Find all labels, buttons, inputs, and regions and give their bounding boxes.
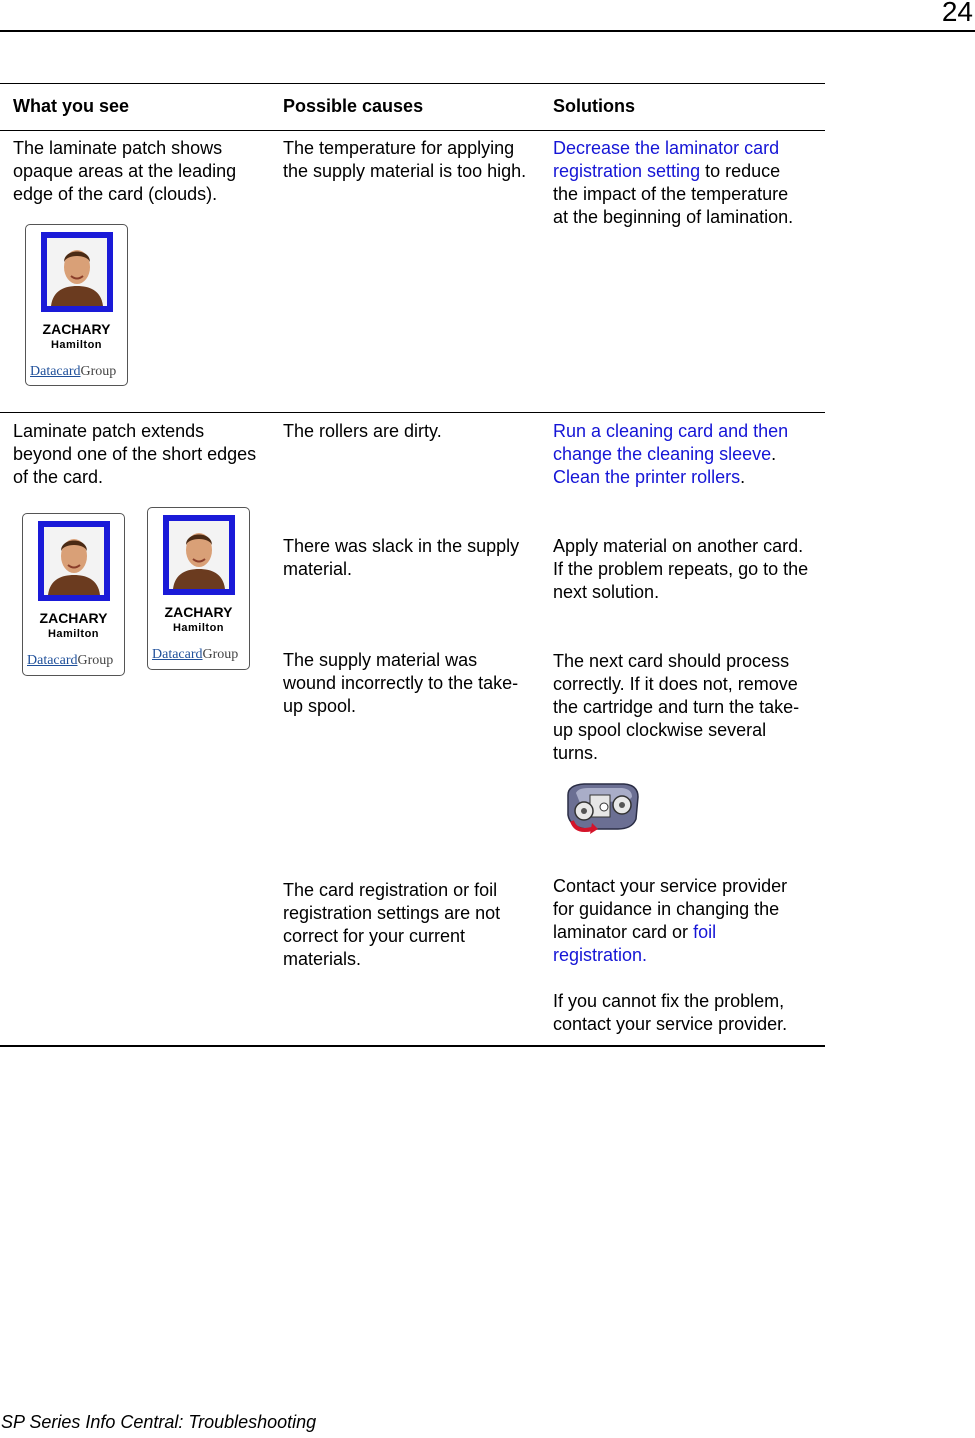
card-last-name: Hamilton [47, 628, 100, 640]
row2-solution-slack: Apply material on another card. If the problem repeats, go to the next solution. [553, 536, 809, 602]
id-card-clouds [25, 224, 128, 386]
datacard-group-logo: DatacardGroup [27, 653, 114, 668]
row1-solution: Decrease the laminator card registration setting to reduce the impact of the temperature at the beginning of lamination. [553, 138, 794, 227]
table-top-rule [0, 83, 825, 84]
face-icon [44, 527, 104, 595]
id-card-right [147, 507, 250, 670]
card-first-name: ZACHARY [164, 604, 233, 620]
face-icon [47, 238, 107, 306]
datacard-group-logo: DatacardGroup [152, 647, 239, 662]
cleaning-card-link[interactable]: Run a cleaning card and then change the cleaning sleeve [553, 421, 789, 464]
card-first-name: ZACHARY [39, 610, 108, 626]
cartridge-spool-icon [562, 779, 644, 837]
row2-solution-cleaning: Run a cleaning card and then change the cleaning sleeve. Clean the printer rollers. [553, 421, 789, 487]
header-rule-bottom [0, 130, 825, 131]
clean-rollers-link[interactable]: Clean the printer rollers [553, 467, 741, 487]
row2-cause-dirty-rollers: The rollers are dirty. [283, 421, 442, 441]
face-icon [169, 521, 229, 589]
laminator-card-registration-link[interactable]: Decrease the laminator card registration setting [553, 138, 780, 181]
row1-cause: The temperature for applying the supply material is too high. [283, 138, 527, 181]
row2-solution-registration: Contact your service provider for guidance in changing the laminator card or foil registration. [553, 876, 788, 965]
card-photo [41, 232, 113, 312]
header-what-you-see: What you see [13, 96, 130, 116]
header-solutions: Solutions [553, 96, 635, 116]
card-last-name: Hamilton [50, 339, 103, 351]
row2-what-you-see: Laminate patch extends beyond one of the short edges of the card. [13, 421, 257, 487]
row1-rule [0, 412, 825, 413]
row2-cause-registration: The card registration or foil registration settings are not correct for your current materials. [283, 880, 501, 969]
row2-solution-wound: The next card should process correctly. If it does not, remove the cartridge and turn the take-up spool clockwise several turns. [553, 651, 800, 763]
card-photo [38, 521, 110, 601]
id-card-left [22, 513, 125, 676]
card-photo [163, 515, 235, 595]
card-last-name: Hamilton [172, 622, 225, 634]
card-first-name: ZACHARY [42, 321, 111, 337]
page-number: 24 [941, 0, 973, 27]
table-bottom-rule [0, 1045, 825, 1047]
row2-cause-wound: The supply material was wound incorrectly to the take-up spool. [283, 650, 519, 716]
foil-registration-link[interactable]: foil registration. [553, 922, 717, 965]
datacard-group-logo: DatacardGroup [30, 364, 117, 379]
row1-what-you-see: The laminate patch shows opaque areas at the leading edge of the card (clouds). [13, 138, 237, 204]
row2-cause-slack: There was slack in the supply material. [283, 536, 520, 579]
page-footer: SP Series Info Central: Troubleshooting [1, 1412, 317, 1432]
header-rule [0, 30, 975, 32]
header-possible-causes: Possible causes [283, 96, 424, 116]
row2-solution-contact: If you cannot fix the problem, contact your service provider. [553, 991, 788, 1034]
